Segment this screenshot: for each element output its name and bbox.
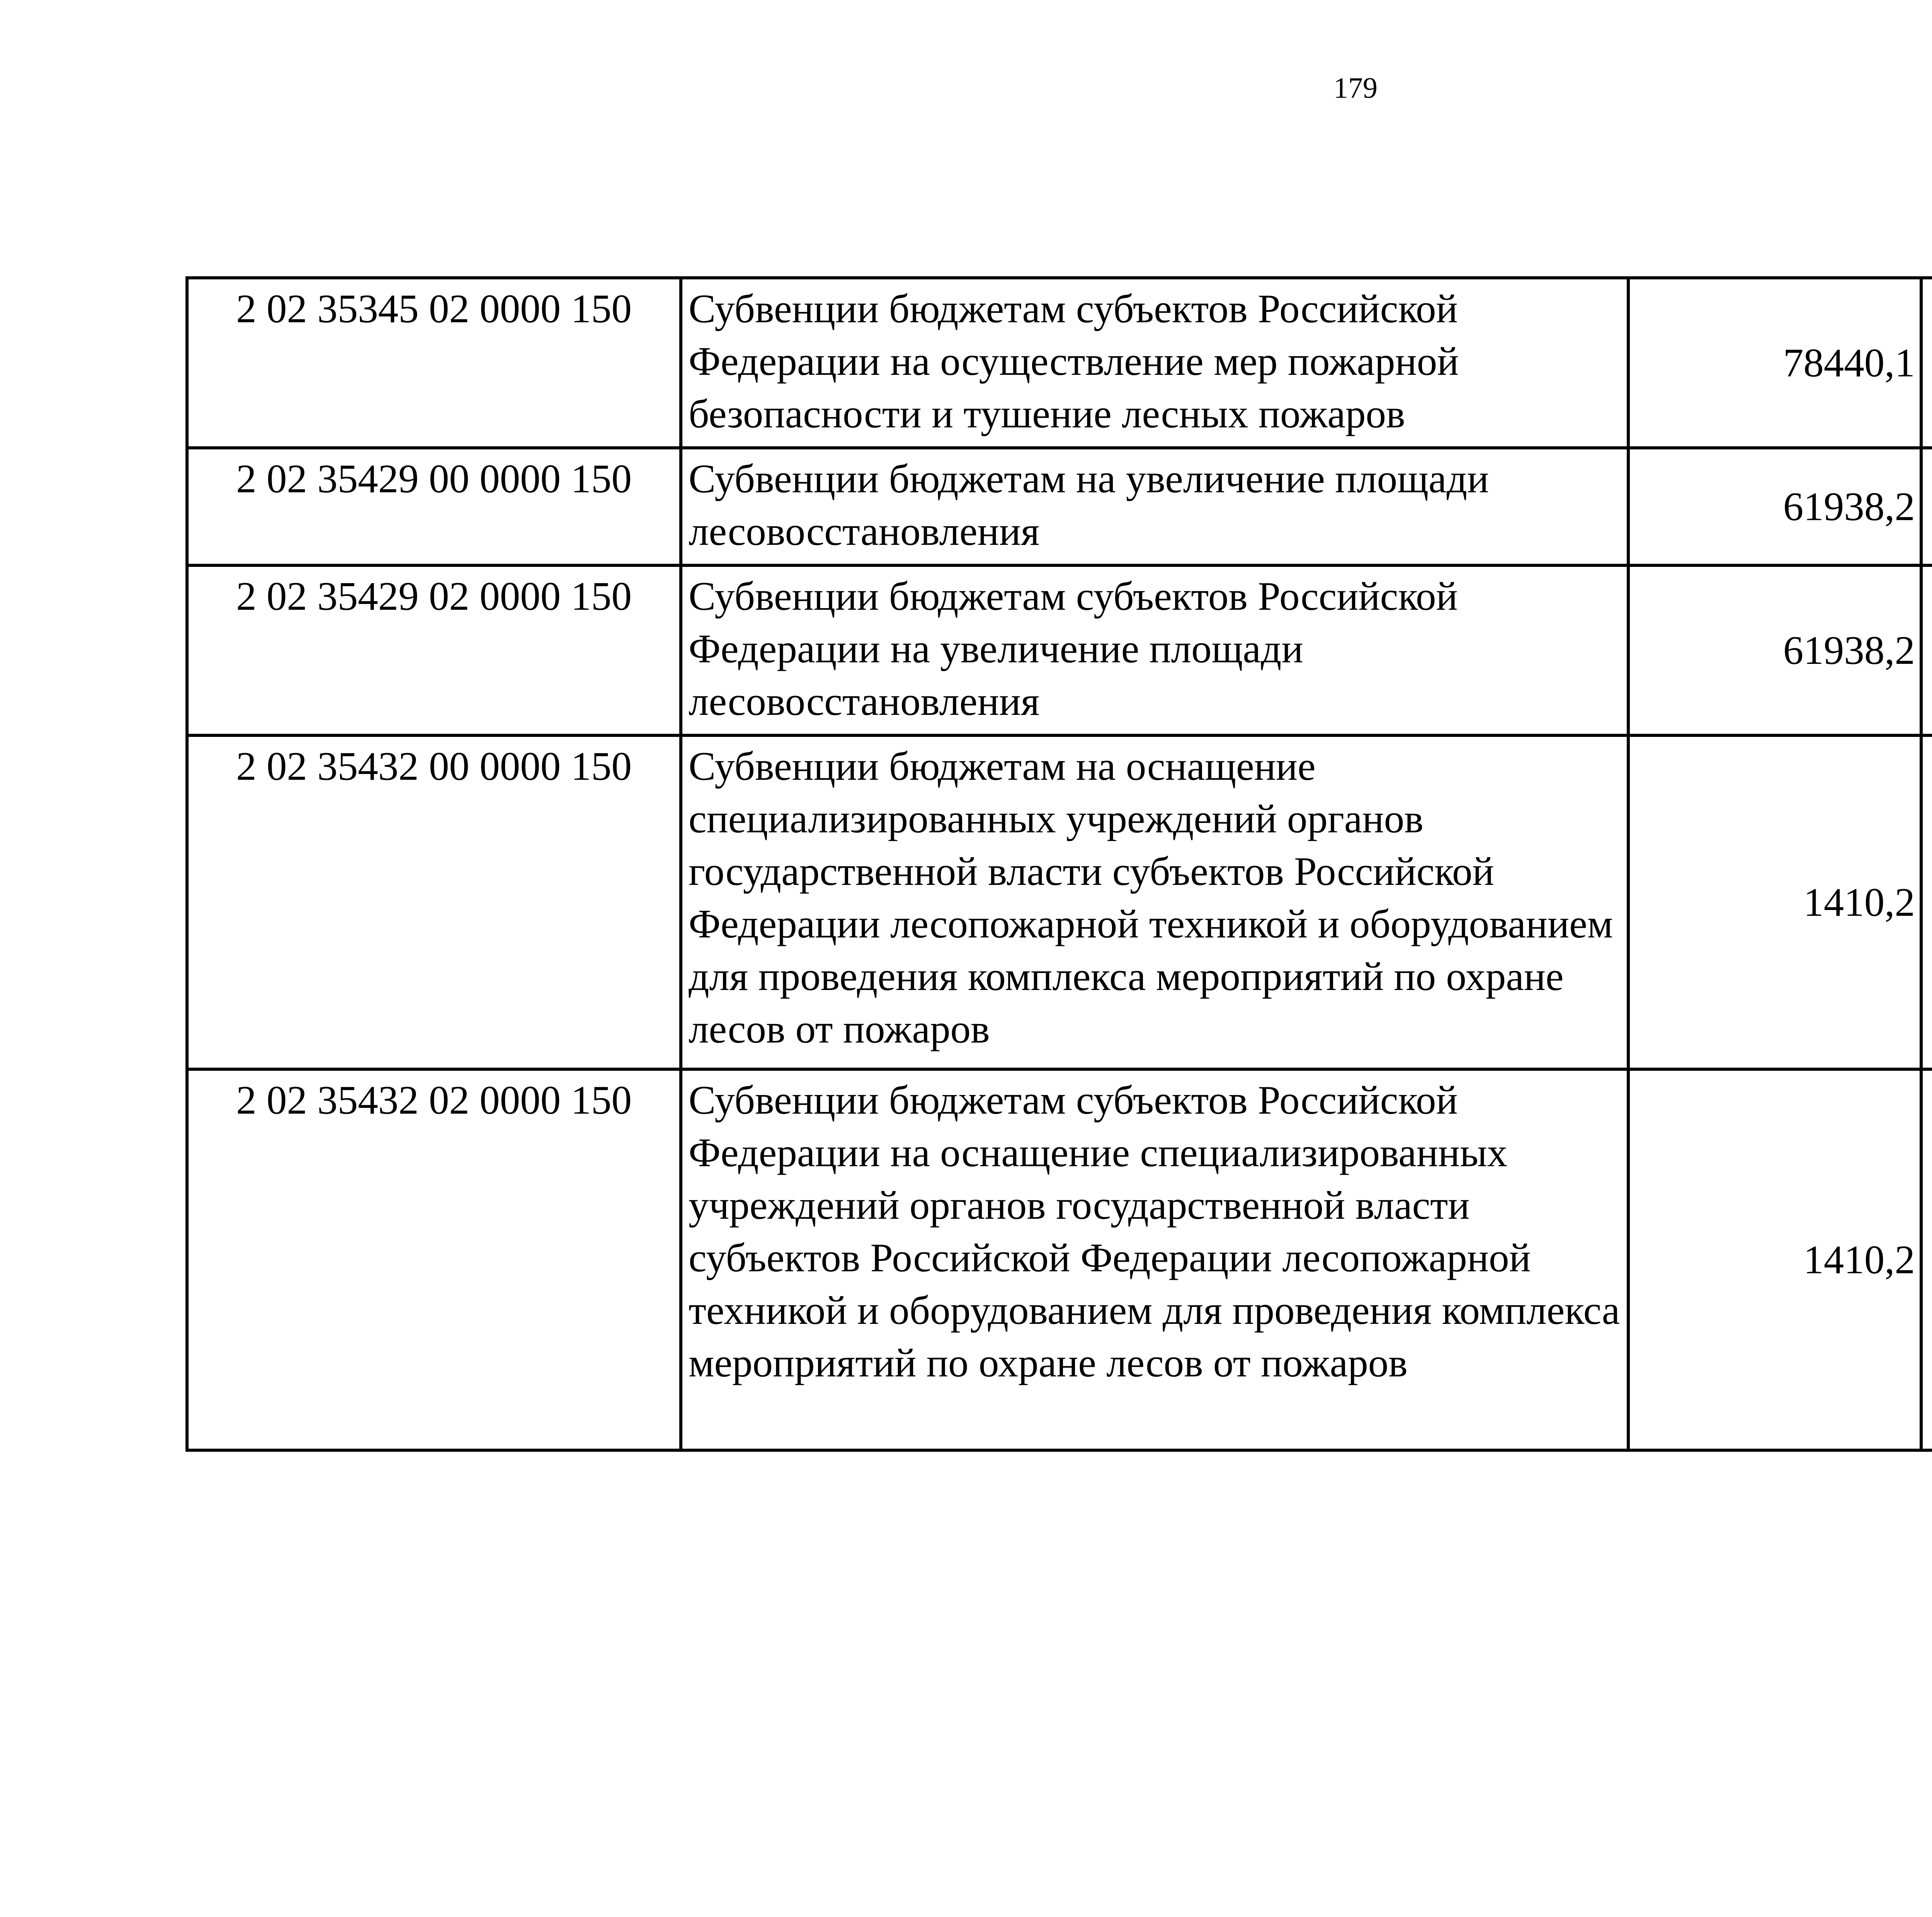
- table-row: [187, 448, 1932, 565]
- amount-cell-1: 61938,2: [1628, 565, 1921, 735]
- description-cell: Субвенции бюджетам на увеличение площади лесовосстановления: [681, 448, 1628, 565]
- amount-cell-2: [1921, 1069, 1932, 1450]
- table-row: [187, 565, 1932, 735]
- budget-code-cell: 2 02 35432 02 0000 150: [187, 1069, 681, 1450]
- description-cell: Субвенции бюджетам субъектов Российской Федерации на оснащение специализированных учреждений органов государственной власти субъектов Российской Федерации лесопожарной техникой и оборудованием для проведения комплекса мероприятий по охране лесов от пожаров: [681, 1069, 1628, 1450]
- amount-cell-2: [1921, 278, 1932, 448]
- amount-cell-1: 1410,2: [1628, 735, 1921, 1069]
- budget-code-cell: 2 02 35429 00 0000 150: [187, 448, 681, 565]
- table-row: [187, 735, 1932, 1069]
- table-row: [187, 1069, 1932, 1450]
- budget-code-cell: 2 02 35432 00 0000 150: [187, 735, 681, 1069]
- description-cell: Субвенции бюджетам на оснащение специализированных учреждений органов государственной власти субъектов Российской Федерации лесопожарной техникой и оборудованием для проведения комплекса мероприятий по охране лесов от пожаров: [681, 735, 1628, 1069]
- table-row: [187, 278, 1932, 448]
- description-cell: Субвенции бюджетам субъектов Российской Федерации на увеличение площади лесовосстановления: [681, 565, 1628, 735]
- amount-cell-2: [1921, 735, 1932, 1069]
- amount-cell-2: [1921, 565, 1932, 735]
- budget-code-cell: 2 02 35429 02 0000 150: [187, 565, 681, 735]
- amount-cell-1: 61938,2: [1628, 448, 1921, 565]
- amount-cell-2: [1921, 448, 1932, 565]
- budget-table: [185, 276, 1932, 1452]
- amount-cell-1: 1410,2: [1628, 1069, 1921, 1450]
- amount-cell-1: 78440,1: [1628, 278, 1921, 448]
- page-number: 179: [1333, 72, 1378, 104]
- description-cell: Субвенции бюджетам субъектов Российской Федерации на осуществление мер пожарной безопасности и тушение лесных пожаров: [681, 278, 1628, 448]
- budget-code-cell: 2 02 35345 02 0000 150: [187, 278, 681, 448]
